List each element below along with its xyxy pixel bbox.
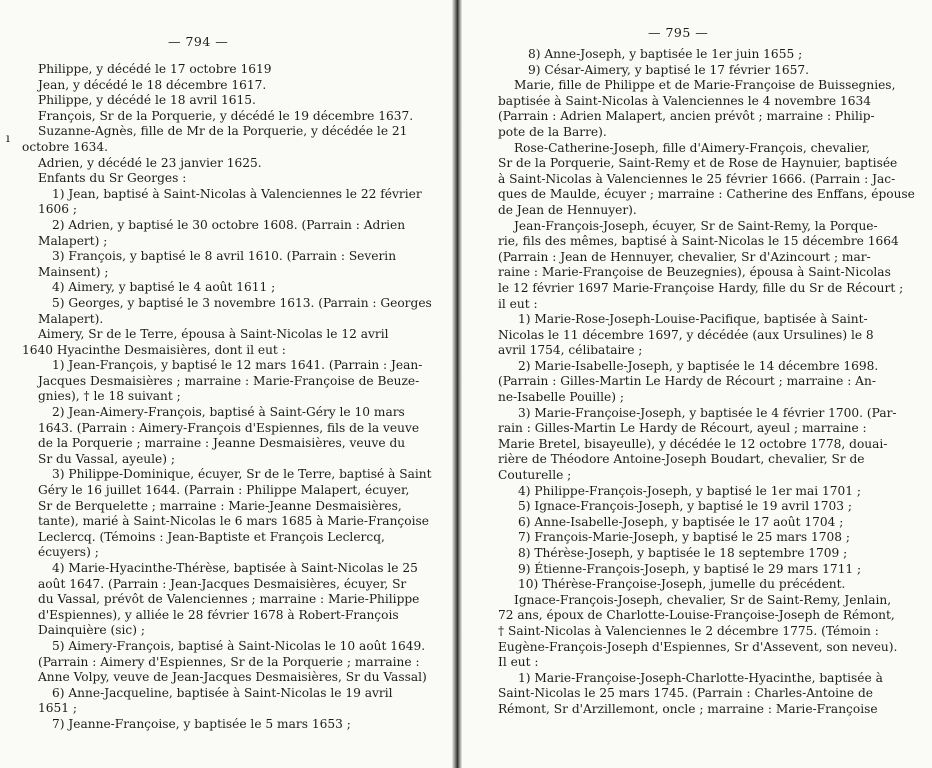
text-line: (Parrain : Aimery d'Espiennes, Sr de la Porquerie ; marraine :	[38, 654, 420, 669]
text-line: 5) Ignace-François-Joseph, y baptisé le 19 avril 1703 ;	[518, 499, 852, 514]
text-line: écuyers) ;	[38, 545, 99, 560]
text-line: 1651 ;	[38, 701, 77, 716]
text-line: Rose-Catherine-Joseph, fille d'Aimery-François, chevalier,	[514, 140, 870, 155]
text-line: (Parrain : Gilles-Martin Le Hardy de Récourt ; marraine : An-	[498, 374, 876, 389]
text-line: 2) Marie-Isabelle-Joseph, y baptisée le 14 décembre 1698.	[518, 358, 879, 373]
text-line: Jean, y décédé le 18 décembre 1617.	[38, 77, 267, 92]
text-line: rie, fils des mêmes, baptisé à Saint-Nicolas le 15 décembre 1664	[498, 234, 899, 249]
text-line: ne-Isabelle Pouille) ;	[498, 390, 624, 405]
text-line: 3) François, y baptisé le 8 avril 1610. (Parrain : Severin	[52, 249, 397, 264]
text-line: gnies), † le 18 suivant ;	[38, 389, 181, 404]
text-line: 1643. (Parrain : Aimery-François d'Espiennes, fils de la veuve	[38, 420, 420, 435]
text-line: Aimery, Sr de le Terre, épousa à Saint-Nicolas le 12 avril	[38, 327, 389, 342]
text-line: 8) Thérèse-Joseph, y baptisée le 18 septembre 1709 ;	[518, 546, 848, 560]
text-line: 7) Jeanne-Françoise, y baptisée le 5 mars 1653 ;	[52, 716, 351, 731]
text-line: Rémont, Sr d'Arzillemont, oncle ; marraine : Marie-Françoise	[498, 701, 878, 716]
text-line: Couturelle ;	[498, 468, 572, 483]
text-line: 1) Marie-Rose-Joseph-Louise-Pacifique, baptisée à Saint-	[518, 312, 868, 327]
text-line: 4) Aimery, y baptisé le 4 août 1611 ;	[52, 280, 276, 295]
text-line: 3) Philippe-Dominique, écuyer, Sr de le Terre, baptisé à Saint	[52, 467, 432, 482]
text-line: Philippe, y décédé le 18 avril 1615.	[38, 93, 256, 108]
text-line: Eugène-François-Joseph d'Espiennes, Sr d'Assevent, son neveu).	[498, 639, 898, 654]
text-line: Sr du Vassal, ayeule) ;	[38, 451, 176, 466]
text-line: 2) Jean-Aimery-François, baptisé à Saint-Géry le 10 mars	[52, 405, 405, 420]
text-line: 2) Adrien, y baptisé le 30 octobre 1608. (Parrain : Adrien	[52, 217, 406, 232]
text-line: rière de Théodore Antoine-Joseph Boudart, chevalier, Sr de	[498, 452, 865, 467]
text-line: pote de la Barre).	[498, 124, 607, 139]
text-line: 9) Étienne-François-Joseph, y baptisé le 29 mars 1711 ;	[518, 561, 862, 576]
text-line: Anne Volpy, veuve de Jean-Jacques Desmaisières, Sr du Vassal)	[38, 670, 427, 685]
text-line: 4) Philippe-François-Joseph, y baptisé le 1er mai 1701 ;	[518, 483, 861, 498]
text-line: Mainsent) ;	[38, 264, 109, 279]
text-line: tante), marié à Saint-Nicolas le 6 mars 1685 à Marie-Françoise	[38, 514, 429, 529]
text-line: 9) César-Aimery, y baptisé le 17 février 1657.	[528, 62, 809, 77]
text-line: Malapert) ;	[38, 233, 108, 248]
right-page-text	[498, 47, 915, 718]
text-line: d'Espiennes), y alliée le 28 février 1678 à Robert-François	[38, 607, 399, 622]
text-line: 8) Anne-Joseph, y baptisée le 1er juin 1655 ;	[528, 47, 803, 61]
text-line: 1) Jean, baptisé à Saint-Nicolas à Valenciennes le 22 février	[52, 186, 422, 201]
text-line: Marie Bretel, bisayeulle), y décédée le 12 octobre 1778, douai-	[498, 436, 888, 451]
book-gutter	[452, 0, 462, 768]
text-line: François, Sr de la Porquerie, y décédé le 19 décembre 1637.	[38, 108, 414, 123]
text-line: Adrien, y décédé le 23 janvier 1625.	[38, 155, 262, 170]
text-line: Il eut :	[498, 655, 539, 670]
text-line: Philippe, y décédé le 17 octobre 1619	[38, 62, 272, 76]
text-line: Jacques Desmaisières ; marraine : Marie-Françoise de Beuze-	[38, 373, 420, 388]
text-line: le 12 février 1697 Marie-Françoise Hardy, fille du Sr de Récourt ;	[498, 280, 904, 295]
text-line: 10) Thérèse-Françoise-Joseph, jumelle du précédent.	[518, 577, 846, 592]
text-line: de la Porquerie ; marraine : Jeanne Desmaisières, veuve du	[38, 436, 406, 451]
right-page	[462, 0, 932, 768]
text-line: Malapert).	[38, 311, 104, 326]
text-line: Saint-Nicolas le 25 mars 1745. (Parrain : Charles-Antoine de	[498, 686, 873, 701]
text-line: (Parrain : Adrien Malapert, ancien prévôt ; marraine : Philip-	[498, 109, 875, 124]
text-line: Sr de la Porquerie, Saint-Remy et de Rose de Haynuier, baptisée	[498, 156, 898, 171]
text-line: Enfants du Sr Georges :	[38, 171, 187, 186]
left-page-text	[22, 62, 432, 733]
text-line: 7) François-Marie-Joseph, y baptisé le 25 mars 1708 ;	[518, 530, 851, 545]
text-line: avril 1754, célibataire ;	[498, 343, 643, 358]
text-line: 72 ans, époux de Charlotte-Louise-Françoise-Joseph de Rémont,	[498, 608, 895, 623]
text-line: Dainquière (sic) ;	[38, 623, 145, 638]
text-line: Géry le 16 juillet 1644. (Parrain : Philippe Malapert, écuyer,	[38, 483, 410, 498]
text-line: du Vassal, prévôt de Valenciennes ; marraine : Marie-Philippe	[38, 592, 420, 607]
text-line: Ignace-François-Joseph, chevalier, Sr de Saint-Remy, Jenlain,	[514, 592, 892, 607]
text-line: (Parrain : Jean de Hennuyer, chevalier, Sr d'Azincourt ; mar-	[498, 249, 871, 264]
text-line: août 1647. (Parrain : Jean-Jacques Desmaisières, écuyer, Sr	[38, 576, 407, 591]
text-line: 4) Marie-Hyacinthe-Thérèse, baptisée à Saint-Nicolas le 25	[52, 561, 418, 575]
text-line: † Saint-Nicolas à Valenciennes le 2 décembre 1775. (Témoin :	[498, 623, 879, 638]
text-line: octobre 1634.	[22, 139, 109, 154]
text-line: Sr de Berquelette ; marraine : Marie-Jeanne Desmaisières,	[38, 498, 402, 513]
page-number: — 795 —	[648, 25, 709, 40]
text-line: 6) Anne-Isabelle-Joseph, y baptisée le 17 août 1704 ;	[518, 514, 844, 529]
text-line: Nicolas le 11 décembre 1697, y décédée (aux Ursulines) le 8	[498, 327, 874, 342]
text-line: Leclercq. (Témoins : Jean-Baptiste et François Leclercq,	[38, 529, 385, 544]
page-number: — 794 —	[168, 34, 229, 49]
text-line: 5) Aimery-François, baptisé à Saint-Nicolas le 10 août 1649.	[52, 638, 426, 653]
text-line: il eut :	[498, 296, 538, 311]
text-line: de Jean de Hennuyer).	[498, 202, 637, 217]
text-line: Suzanne-Agnès, fille de Mr de la Porquerie, y décédée le 21	[38, 124, 408, 139]
text-line: Jean-François-Joseph, écuyer, Sr de Saint-Remy, la Porque-	[514, 218, 878, 233]
text-line: 1) Marie-Françoise-Joseph-Charlotte-Hyacinthe, baptisée à	[518, 670, 883, 685]
text-line: ques de Maulde, écuyer ; marraine : Catherine des Enffans, épouse	[498, 187, 915, 202]
margin-mark: ı	[6, 131, 10, 145]
text-line: 1640 Hyacinthe Desmaisières, dont il eut :	[22, 342, 286, 357]
text-line: 6) Anne-Jacqueline, baptisée à Saint-Nicolas le 19 avril	[52, 685, 393, 700]
left-page	[0, 0, 452, 768]
text-line: 3) Marie-Françoise-Joseph, y baptisée le 4 février 1700. (Par-	[518, 405, 897, 420]
text-line: rain : Gilles-Martin Le Hardy de Récourt, ayeul ; marraine :	[498, 421, 867, 436]
text-line: Marie, fille de Philippe et de Marie-Françoise de Buissegnies,	[514, 78, 896, 93]
text-line: à Saint-Nicolas à Valenciennes le 25 février 1666. (Parrain : Jac-	[498, 171, 896, 186]
text-line: 1) Jean-François, y baptisé le 12 mars 1641. (Parrain : Jean-	[52, 358, 423, 373]
text-line: 1606 ;	[38, 202, 77, 217]
text-line: baptisée à Saint-Nicolas à Valenciennes le 4 novembre 1634	[498, 93, 871, 108]
text-line: raine : Marie-Françoise de Beuzegnies), épousa à Saint-Nicolas	[498, 265, 891, 280]
text-line: 5) Georges, y baptisé le 3 novembre 1613. (Parrain : Georges	[52, 295, 432, 310]
